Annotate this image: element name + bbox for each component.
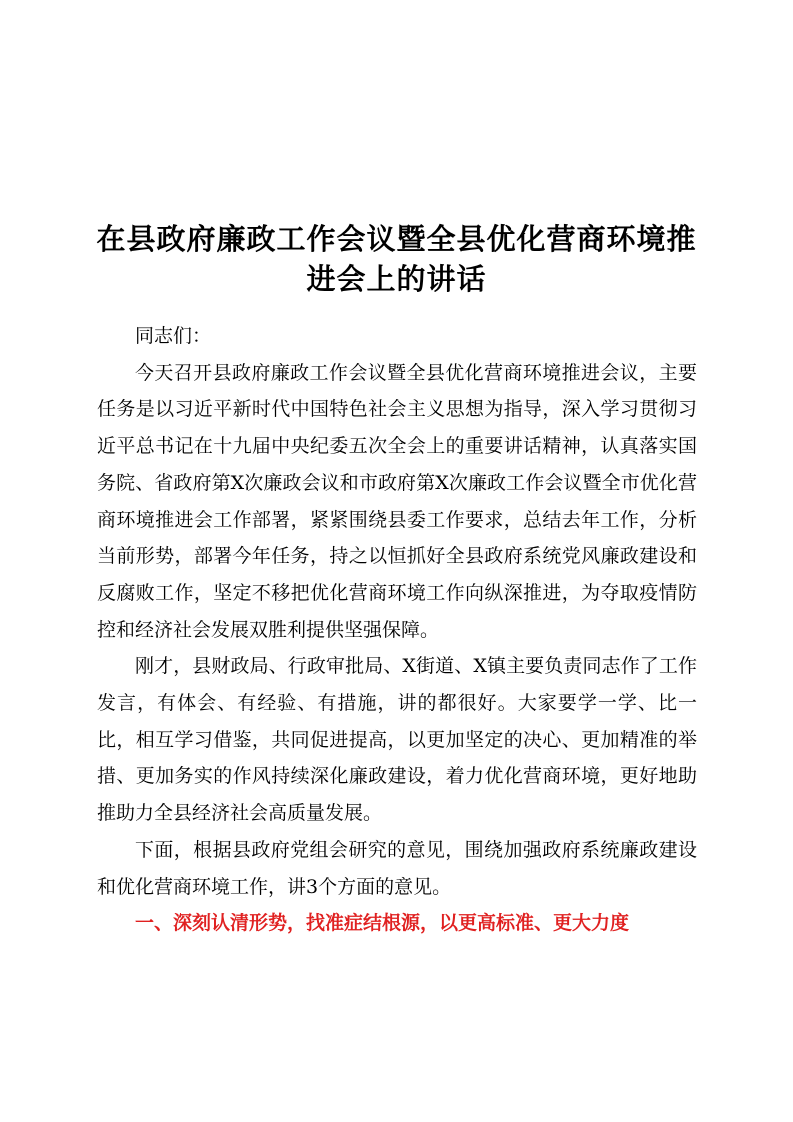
document-title-line1: 在县政府廉政工作会议暨全县优化营商环境推: [96, 222, 697, 256]
document-body: [97, 318, 697, 942]
document-title-line2: 进会上的讲话: [306, 262, 487, 296]
section-heading-1: 一、深刻认清形势，找准症结根源，以更高标准、更大力度: [135, 912, 630, 935]
paragraph-intro: 今天召开县政府廉政工作会议暨全县优化营商环境推进会议，主要任务是以习近平新时代中国特色社会主义思想为指导，深入学习贯彻习近平总书记在十九届中央纪委五次全会上的重要讲话精神，认真落实国务院、省政府第X次廉政会议和市政府第X次廉政工作会议暨全市优化营商环境推进会工作部署，紧紧围绕县委工作要求，总结去年工作，分析当前形势，部署今年任务，持之以恒抓好全县政府系统党风廉政建设和反腐败工作，坚定不移把优化营商环境工作向纵深推进，为夺取疫情防控和经济社会发展双胜利提供坚强保障。: [97, 361, 697, 641]
salutation: 同志们：: [135, 325, 212, 347]
paragraph-speeches: 刚才，县财政局、行政审批局、X街道、X镇主要负责同志作了工作发言，有体会、有经验、有措施，讲的都很好。大家要学一学、比一比，相互学习借鉴，共同促进提高，以更加坚定的决心、更加精准的举措、更加务实的作风持续深化廉政建设，着力优化营商环境，更好地助推助力全县经济社会高质量发展。: [97, 655, 697, 825]
paragraph-outline: 下面，根据县政府党组会研究的意见，围绕加强政府系统廉政建设和优化营商环境工作，讲3个方面的意见。: [97, 838, 697, 898]
